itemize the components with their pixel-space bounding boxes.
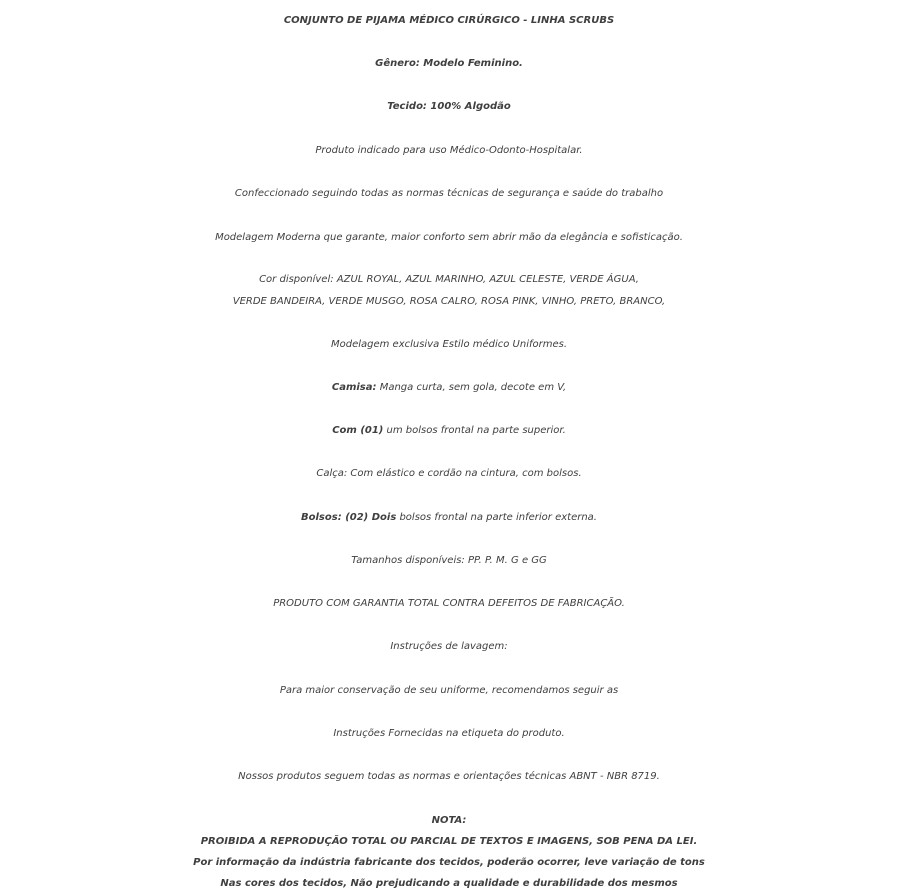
exclusive-modeling-line: Modelagem exclusiva Estilo médico Uniformes.	[330, 339, 568, 350]
modeling-line: Modelagem Moderna que garante, maior conforto sem abrir mão da elegância e sofisticação.	[215, 232, 683, 243]
standards-line: Nossos produtos seguem todas as normas e orientações técnicas ABNT - NBR 8719.	[238, 771, 660, 782]
shirt-label: Camisa:	[331, 382, 377, 393]
pants-pockets-text: bolsos frontal na parte inferior externa.	[396, 512, 597, 523]
note-line-3: Nas cores dos tecidos, Não prejudicando a qualidade e durabilidade dos mesmos	[220, 878, 678, 889]
pants-line: Calça: Com elástico e cordão na cintura, com bolsos.	[316, 468, 582, 479]
fabric-line: Tecido: 100% Algodão	[387, 101, 511, 112]
manufacture-line: Confeccionado seguindo todas as normas técnicas de segurança e saúde do trabalho	[234, 188, 664, 199]
shirt-pocket-label: Com (01)	[332, 425, 384, 436]
washing-line-1: Para maior conservação de seu uniforme, recomendamos seguir as	[279, 685, 619, 696]
pants-pockets-label: Bolsos: (02) Dois	[301, 512, 397, 523]
gender-line: Gênero: Modelo Feminino.	[375, 58, 523, 69]
washing-line-2: Instruções Fornecidas na etiqueta do produto.	[333, 728, 565, 739]
usage-line: Produto indicado para uso Médico-Odonto-Hospitalar.	[315, 145, 583, 156]
note-line-1: PROIBIDA A REPRODUÇÃO TOTAL OU PARCIAL DE TEXTOS E IMAGENS, SOB PENA DA LEI.	[200, 836, 698, 847]
product-title: CONJUNTO DE PIJAMA MÉDICO CIRÚRGICO - LINHA SCRUBS	[283, 15, 615, 26]
shirt-pocket-line	[0, 420, 898, 442]
note-line-2: Por informação da indústria fabricante dos tecidos, poderão ocorrer, leve variação de tons	[193, 857, 705, 868]
shirt-text: Manga curta, sem gola, decote em V,	[376, 382, 567, 393]
shirt-pocket-text: um bolsos frontal na parte superior.	[383, 425, 566, 436]
note-title: NOTA:	[431, 815, 467, 826]
sizes-line: Tamanhos disponíveis: PP. P. M. G e GG	[351, 555, 547, 566]
colors-line-1: Cor disponível: AZUL ROYAL, AZUL MARINHO, AZUL CELESTE, VERDE ÁGUA,	[259, 274, 639, 285]
shirt-line	[0, 377, 898, 399]
warranty-line: PRODUTO COM GARANTIA TOTAL CONTRA DEFEITOS DE FABRICAÇÃO.	[273, 598, 625, 609]
pants-pockets-line	[0, 507, 898, 529]
washing-title: Instruções de lavagem:	[390, 641, 508, 652]
colors-line-2: VERDE BANDEIRA, VERDE MUSGO, ROSA CALRO, ROSA PINK, VINHO, PRETO, BRANCO,	[232, 296, 666, 307]
